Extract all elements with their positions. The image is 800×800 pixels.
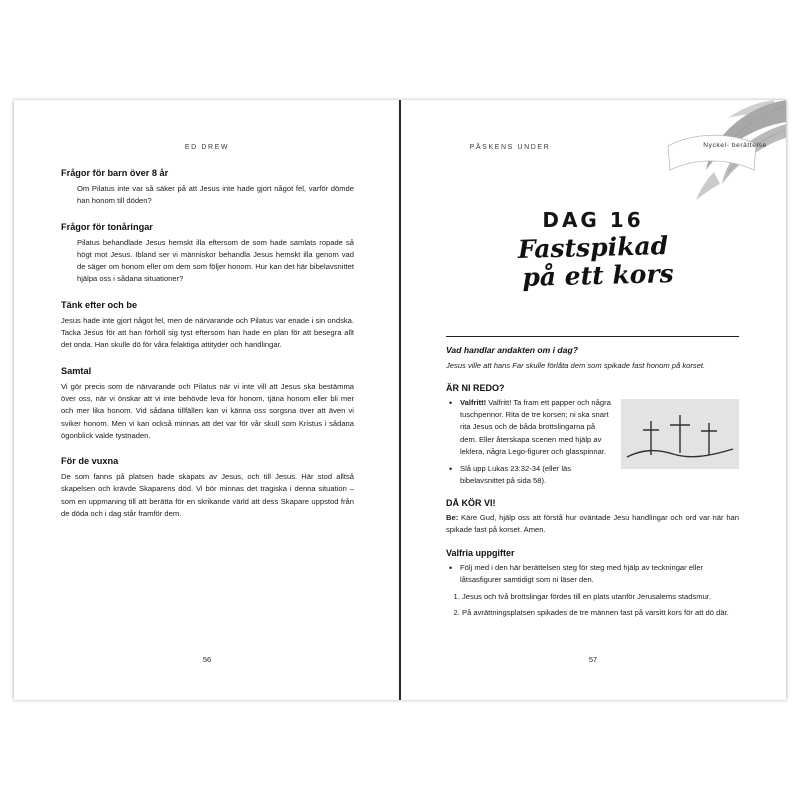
day-number: DAG 16 — [542, 208, 644, 232]
section-heading: Frågor för tonåringar — [61, 221, 153, 232]
prayer-text: Käre Gud, hjälp oss att förstå hur oväntade Jesu handlingar och ord var när han spikade fast på korset. Amen. — [446, 513, 739, 535]
left-running-head: ED DREW — [184, 144, 230, 151]
question-body: Jesus ville att hans Far skulle förlåta dem som spikade fast honom på korset. — [446, 361, 706, 370]
section-heading-ready: ÄR NI REDO? — [446, 383, 505, 394]
bullet-text: Följ med i den här berättelsen steg för steg med hjälp av teckningar eller låtsasfigurer samtidigt som ni läser den. — [460, 562, 704, 584]
badge-ribbon — [668, 135, 756, 170]
right-page — [400, 100, 786, 700]
right-page-body — [446, 345, 739, 623]
left-page-number: 56 — [202, 655, 212, 664]
section-heading: För de vuxna — [61, 456, 119, 467]
list-item — [458, 562, 739, 586]
list-item: 2. På avrättningsplatsen spikades de tre männen fast på varsitt kors för att dö där. — [462, 607, 739, 619]
optional-numbered-list — [446, 591, 739, 619]
ready-bullet-list — [446, 397, 739, 487]
right-running-head: PÅSKENS UNDER — [469, 144, 551, 151]
prayer-paragraph — [446, 512, 739, 537]
section-paragraph: Jesus hade inte gjort något fel, men de närvarande och Pilatus var enade i sin ondska. Tacka Jesus för att han förhöll sig tyst eftersom han hade en plan för att besegra allt det onda. Han skulle dö för våra felaktiga attityder och handlingar. — [61, 315, 354, 350]
optional-bullet-list — [446, 562, 739, 586]
palm-leaf-icon — [654, 100, 786, 210]
question-heading: Vad handlar andakten om i dag? — [446, 345, 578, 355]
list-item — [458, 397, 739, 458]
section-heading-go: DÅ KÖR VI! — [446, 498, 496, 509]
prayer-prefix: Be: — [446, 513, 459, 523]
left-page — [14, 100, 400, 700]
palm-leaf-badge — [654, 100, 786, 210]
section-heading-optional: Valfria uppgifter — [446, 547, 515, 558]
section-paragraph: Om Pilatus inte var så säker på att Jesus inte hade gjort något fel, varför dömde han honom till döden? — [77, 184, 354, 206]
bullet-bold-prefix: Valfritt! — [460, 398, 487, 408]
section-paragraph: Pilatus behandlade Jesus hemskt illa eftersom de som hade samlats ropade så högt mot Jesus. Ibland ser vi människor behandla Jesus hemskt illa genom vad de säger om honom eller om dem som följer honom. Hur kan det här bibelavsnittet hjälpa oss i sådana situationer? — [77, 237, 354, 284]
book-gutter — [399, 100, 401, 700]
section-paragraph: De som fanns på platsen hade skapats av Jesus, och till Jesus. Här stod alltså skapelsen och krävde Skaparens död. Vi bör minnas det tragiska i denna situation – som en uppmaning till att berätta för en skrikande värld att dess Skapare uppstod från de döda och i dag står framför dem. — [61, 472, 354, 519]
section-heading: Samtal — [61, 365, 92, 376]
bullet-text: Slå upp Lukas 23:32-34 (eller läs bibelavsnittet på sida 58). — [460, 463, 572, 485]
list-item — [458, 463, 739, 487]
section-heading: Tänk efter och be — [61, 299, 138, 310]
day-title — [400, 231, 786, 292]
badge-label: Nyckel- berättelse — [703, 142, 767, 149]
open-book — [14, 100, 786, 700]
right-page-number: 57 — [588, 655, 598, 664]
day-title-line-1: Fastspikad — [517, 231, 669, 264]
section-heading: Frågor för barn över 8 år — [61, 168, 169, 178]
left-page-body — [61, 168, 354, 522]
section-paragraph: Vi gör precis som de närvarande och Pilatus när vi inte vill att Jesus ska bestämma över oss, när vi önskar att vi inte behövde leva för honom, tjäna honom eller bli mer och mer lika honom. Vid sådana tillfällen kan vi känna oss sorgsna över att även vi sviker honom. Men vi kan också minnas att det var för vår skull som Kristus i sådana ögonblick valde tystnaden. — [61, 381, 354, 440]
day-title-line-2: på ett kors — [521, 259, 675, 292]
list-item: 1. Jesus och två brottslingar fördes till en plats utanför Jerusalems stadsmur. — [462, 591, 739, 603]
title-divider — [446, 336, 739, 337]
bullet-text: Valfritt! Ta fram ett papper och några tuschpennor. Rita de tre korsen; ni ska snart rita Jesus och de båda brottslingarna på dem. Eller återskapa scenen med hjälp av leklera, några Lego-figurer och glasspinnar. — [460, 398, 611, 456]
